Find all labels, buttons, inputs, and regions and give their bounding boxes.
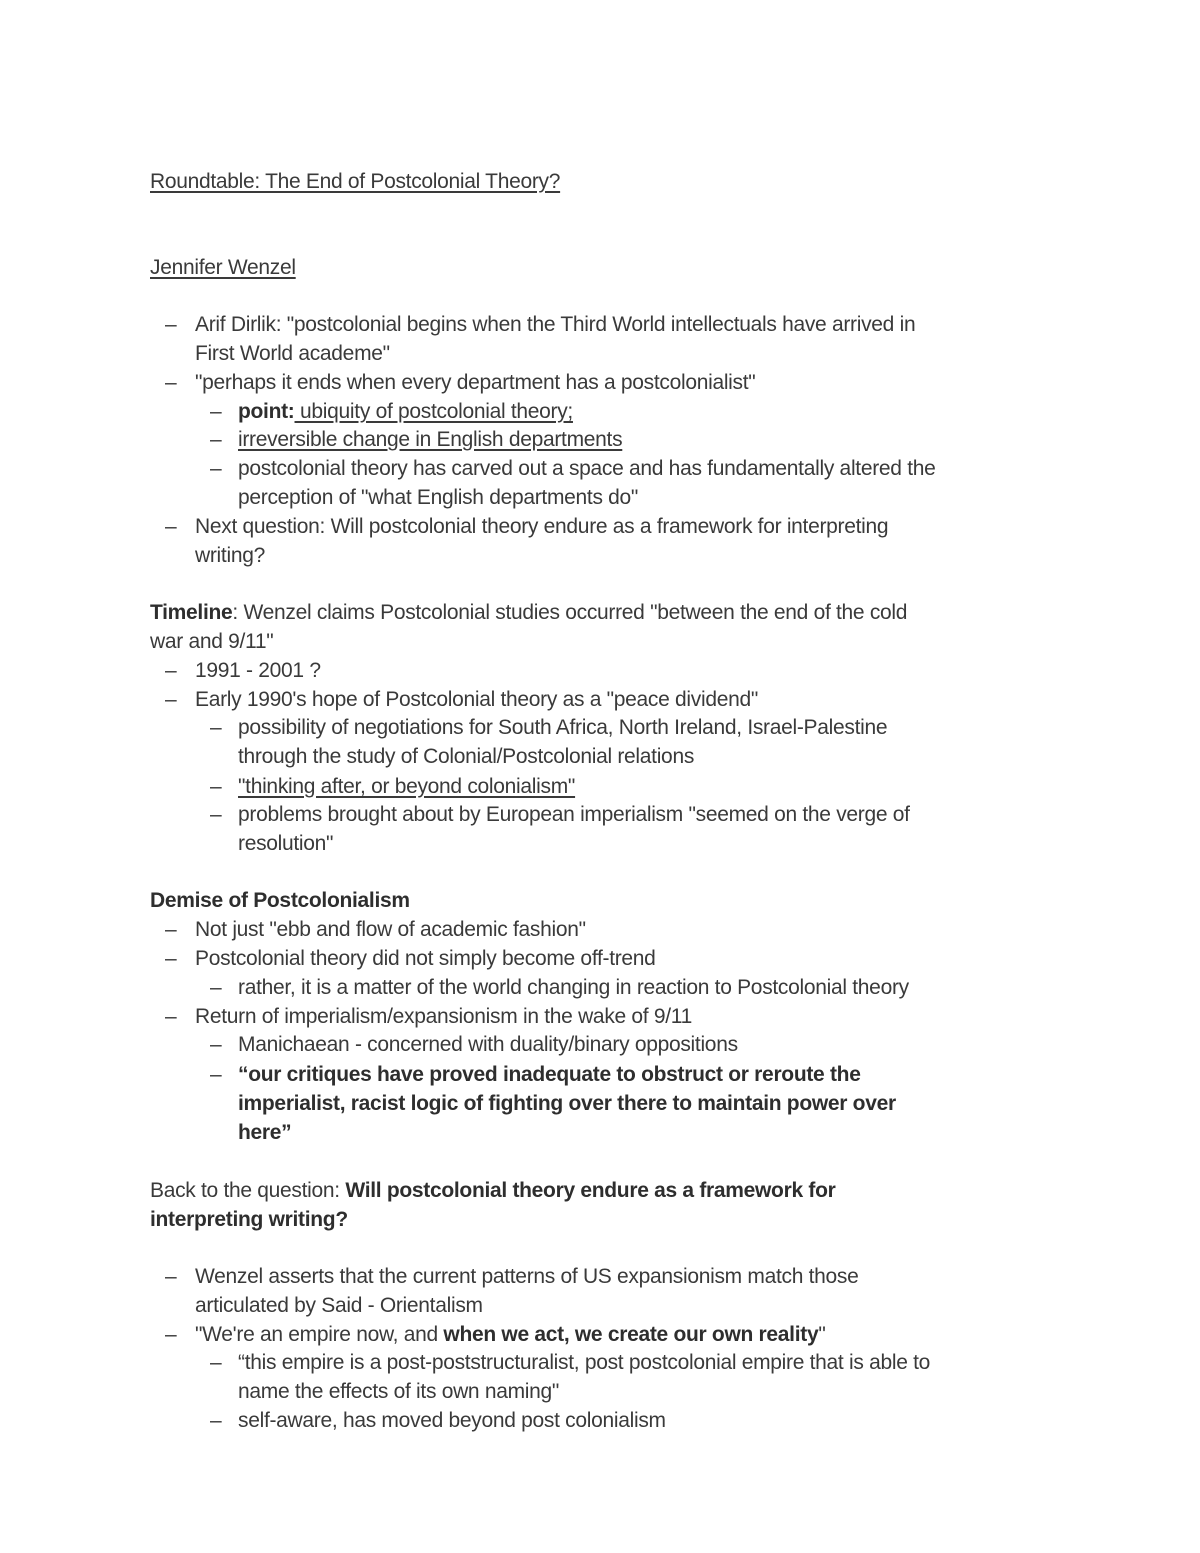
bullet-text: "perhaps it ends when every department has a postcolonialist" <box>195 371 756 394</box>
bullet-text: writing? <box>195 544 265 567</box>
bullet-text: First World academe" <box>195 342 390 365</box>
sub-bullet-text: irreversible change in English departments <box>238 428 623 451</box>
sub-bullet-text: "thinking after, or beyond colonialism" <box>238 775 576 798</box>
question-bold: Will postcolonial theory endure as a framework for <box>345 1179 836 1202</box>
sub-bullet-dash: – <box>210 775 222 798</box>
quote-text <box>238 1061 861 1089</box>
bullet-dash: – <box>165 1323 177 1346</box>
sub-bullet-dash: – <box>210 803 222 826</box>
bullet-dash: – <box>165 918 177 941</box>
bold-quote: imperialist, racist logic of fighting over there to maintain power over <box>238 1092 896 1115</box>
bullet-text <box>195 1321 825 1349</box>
author-heading: Jennifer Wenzel <box>150 256 296 279</box>
sub-bullet-dash: – <box>210 1351 222 1374</box>
bullet-text: Next question: Will postcolonial theory endure as a framework for interpreting <box>195 515 889 538</box>
bullet-text: 1991 - 2001 ? <box>195 659 321 682</box>
quote-end: " <box>818 1323 826 1346</box>
sub-bullet-text: problems brought about by European imperialism "seemed on the verge of <box>238 803 910 826</box>
timeline-text: : Wenzel claims Postcolonial studies occurred "between the end of the cold <box>232 601 908 624</box>
quote-text <box>238 1119 291 1147</box>
sub-bullet-dash: – <box>210 428 222 451</box>
quote-plain: "We're an empire now, and <box>195 1323 444 1346</box>
bullet-dash: – <box>165 1005 177 1028</box>
sub-bullet-text: through the study of Colonial/Postcolonial relations <box>238 745 695 768</box>
underlined-text: ubiquity of postcolonial theory; <box>294 400 573 423</box>
sub-bullet-text: name the effects of its own naming" <box>238 1380 560 1403</box>
bullet-text: Early 1990's hope of Postcolonial theory as a "peace dividend" <box>195 688 759 711</box>
bold-quote: here” <box>238 1121 292 1144</box>
quote-text <box>238 1090 896 1118</box>
question-lead: Back to the question: <box>150 1179 346 1202</box>
question-bold: interpreting writing? <box>150 1208 348 1231</box>
sub-bullet-text: Manichaean - concerned with duality/binary oppositions <box>238 1033 738 1056</box>
sub-bullet-dash: – <box>210 976 222 999</box>
bullet-text: Postcolonial theory did not simply become off-trend <box>195 947 656 970</box>
question-paragraph <box>150 1177 835 1205</box>
sub-bullet-text: perception of "what English departments do" <box>238 486 639 509</box>
bullet-dash: – <box>165 659 177 682</box>
bullet-dash: – <box>165 688 177 711</box>
sub-bullet-text: rather, it is a matter of the world changing in reaction to Postcolonial theory <box>238 976 909 999</box>
sub-bullet-dash: – <box>210 457 222 480</box>
sub-bullet-text: self-aware, has moved beyond post colonialism <box>238 1409 666 1432</box>
bullet-dash: – <box>165 947 177 970</box>
timeline-paragraph <box>150 599 907 627</box>
quote-bold: when we act, we create our own reality <box>443 1323 819 1346</box>
demise-heading: Demise of Postcolonialism <box>150 889 410 912</box>
bullet-text: Arif Dirlik: "postcolonial begins when the Third World intellectuals have arrived in <box>195 313 916 336</box>
sub-bullet-text <box>238 398 573 426</box>
question-paragraph <box>150 1206 348 1234</box>
point-label: point: <box>238 400 295 423</box>
sub-bullet-text: resolution" <box>238 832 334 855</box>
bold-quote: “our critiques have proved inadequate to obstruct or reroute the <box>238 1063 861 1086</box>
timeline-text: war and 9/11" <box>150 630 274 653</box>
bullet-dash: – <box>165 1265 177 1288</box>
bullet-text: articulated by Said - Orientalism <box>195 1294 483 1317</box>
document-title: Roundtable: The End of Postcolonial Theory? <box>150 170 561 193</box>
bullet-text: Return of imperialism/expansionism in the wake of 9/11 <box>195 1005 692 1028</box>
sub-bullet-dash: – <box>210 1409 222 1432</box>
sub-bullet-dash: – <box>210 1033 222 1056</box>
section-heading <box>150 887 410 915</box>
bullet-dash: – <box>165 371 177 394</box>
bullet-dash: – <box>165 515 177 538</box>
sub-bullet-text: postcolonial theory has carved out a space and has fundamentally altered the <box>238 457 936 480</box>
sub-bullet-dash: – <box>210 400 222 423</box>
bullet-text: Wenzel asserts that the current patterns of US expansionism match those <box>195 1265 859 1288</box>
bullet-text: Not just "ebb and flow of academic fashion" <box>195 918 586 941</box>
sub-bullet-dash: – <box>210 1063 222 1086</box>
sub-bullet-text: “this empire is a post-poststructuralist, post postcolonial empire that is able to <box>238 1351 931 1374</box>
sub-bullet-text: possibility of negotiations for South Africa, North Ireland, Israel-Palestine <box>238 716 888 739</box>
timeline-label: Timeline <box>150 601 233 624</box>
sub-bullet-dash: – <box>210 716 222 739</box>
bullet-dash: – <box>165 313 177 336</box>
